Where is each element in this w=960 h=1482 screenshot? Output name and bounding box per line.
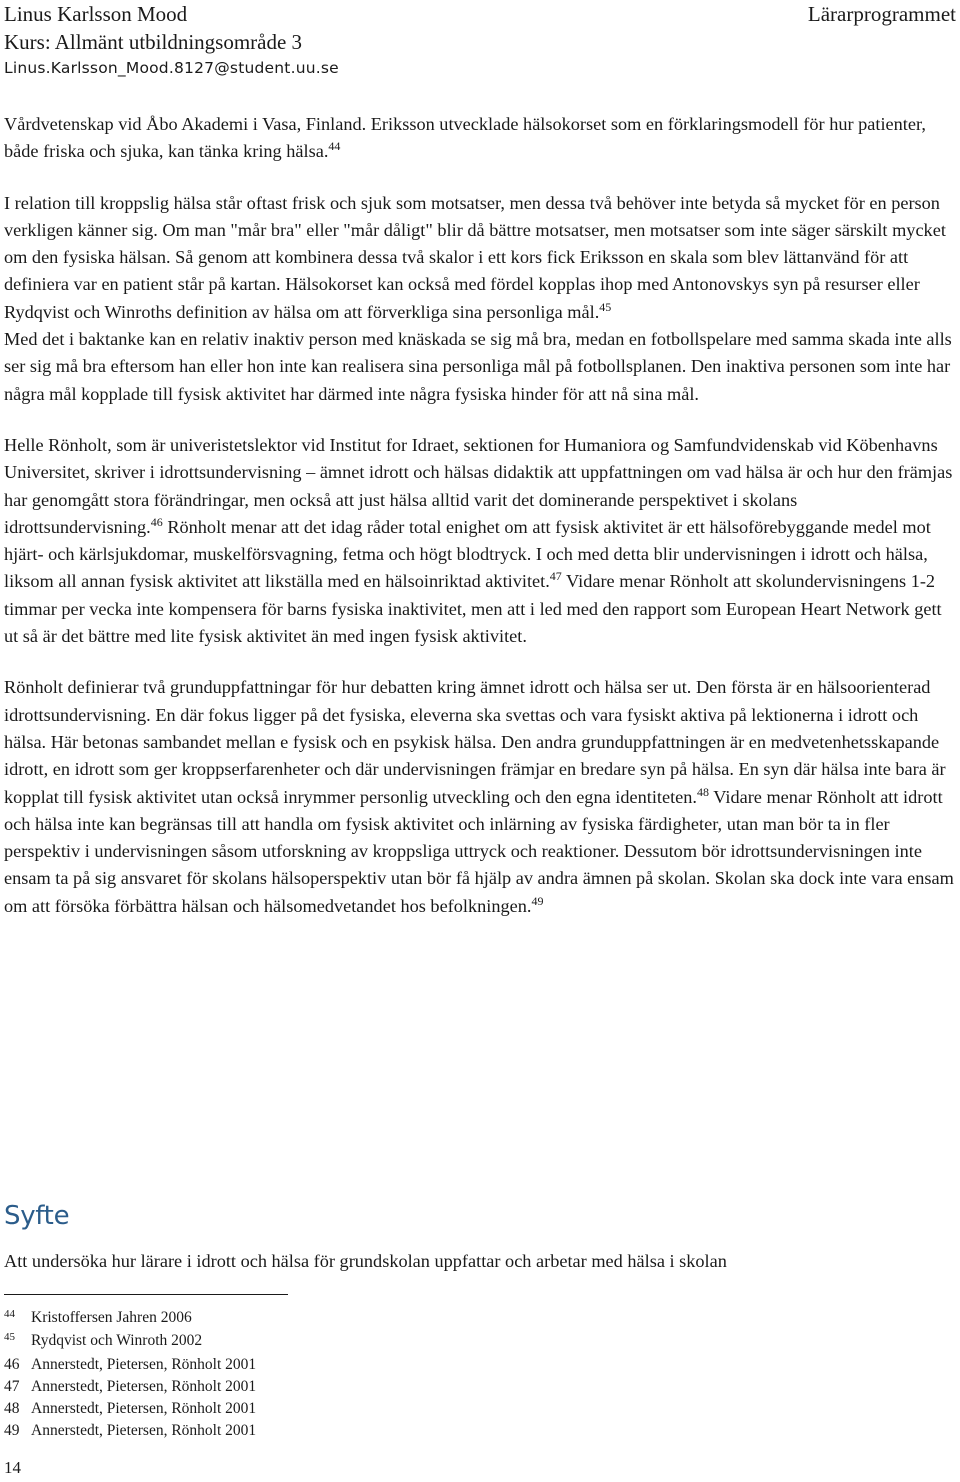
footnote-reference: 46 bbox=[150, 514, 163, 529]
footnote-text: Rydqvist och Winroth 2002 bbox=[31, 1332, 203, 1350]
footnote-number: 46 bbox=[4, 1355, 20, 1373]
footnote-text: Annerstedt, Pietersen, Rönholt 2001 bbox=[31, 1400, 257, 1418]
footnote-reference: 47 bbox=[549, 569, 562, 584]
paragraph bbox=[4, 674, 954, 920]
program-name: Lärarprogrammet bbox=[807, 2, 956, 26]
footnote-number: 49 bbox=[4, 1422, 20, 1440]
footnote bbox=[4, 1307, 256, 1330]
footnote bbox=[4, 1398, 256, 1420]
paragraph-text: Rönholt definierar två grunduppfattningar för hur debatten kring ämnet idrott och hälsa ser ut. Den första är en hälsoorienterad idrottsundervisning. En där fokus ligger på det fysiska, eleverna ska svettas och vara fysiskt aktiva på lektionerna i idrott och hälsa. Här betonas sambandet mellan e fysisk och en psykisk hälsa. Den andra grunduppfattningen är en medvetenhetsskapande idrott, en idrott som ger kroppserfarenheter och där undervisningen främjar en bredare syn på hälsa. En syn där hälsa inte bara är kopplat till fysisk aktivitet utan också inrymmer personlig utveckling och den egna identiteten. bbox=[4, 677, 946, 807]
paragraph-text: I relation till kroppslig hälsa står oftast frisk och sjuk som motsatser, men dessa två behöver inte betyda så mycket för en person verkligen känner sig. Om man "mår bra" eller "mår dåligt" blir då bättre motsatser, men motsatser som inte säger särskilt mycket om den fysiska hälsan. Så genom att kombinera dessa två skalor i ett kors fick Eriksson en skala som blev lättanvänd för att definiera var en patient står på kartan. Hälsokorset kan också med fördel kopplas ihop med Antonovskys syn på resurser eller Rydqvist och Winroths definition av hälsa om att förverkliga sina personliga mål. bbox=[4, 192, 946, 322]
paragraph-text: Vidare menar Rönholt att skolundervisningens 1-2 timmar per vecka inte kompensera för barns fysiska inaktivitet, men att i led med den rapport som European Heart Network gett ut så är det bättre med lite fysisk aktivitet än med ingen fysisk aktivitet. bbox=[4, 571, 942, 647]
body-text bbox=[4, 111, 954, 920]
paragraph bbox=[4, 111, 954, 166]
footnote-reference: 45 bbox=[599, 299, 612, 314]
footnote-text: Annerstedt, Pietersen, Rönholt 2001 bbox=[31, 1355, 257, 1373]
paragraph bbox=[4, 432, 954, 650]
paragraph-text: Vidare menar Rönholt att idrott och hälsa inte kan begränsas till att handla om fysisk aktivitet och inlärning av fysiska färdigheter, utan man bör ta in fler perspektiv i undervisningen såsom utforskning av kroppsliga uttryck och reaktioner. Dessutom bör idrottsundervisningen inte ensam ta på sig ansvaret för skolans hälsoperspektiv utan bör få hjälp av andra ämnen på skolan. Skolan ska dock inte vara ensam om att försöka förbättra hälsan och hälsomedvetandet hos befolkningen. bbox=[4, 786, 954, 916]
footnote-reference: 48 bbox=[697, 784, 710, 799]
footnote-number: 48 bbox=[4, 1400, 20, 1418]
author-name: Linus Karlsson Mood bbox=[4, 2, 188, 26]
course-name: Kurs: Allmänt utbildningsområde 3 bbox=[4, 30, 303, 54]
paragraph-text: Rönholt menar att det idag råder total enighet om att fysisk aktivitet är ett hälsoförebyggande medel mot hjärt- och kärlsjukdomar, muskelförsvagning, fetma och högt blodtryck. I och med detta blir undervisningen i idrott och hälsa, liksom all annan fysisk aktivitet att likställa med en hälsoinriktad aktivitet. bbox=[4, 516, 931, 592]
footnote-list bbox=[4, 1307, 256, 1443]
section-heading: Syfte bbox=[4, 1201, 70, 1231]
footnote-text: Annerstedt, Pietersen, Rönholt 2001 bbox=[31, 1422, 257, 1440]
footnote-reference: 49 bbox=[531, 893, 544, 908]
purpose-text: Att undersöka hur lärare i idrott och hälsa för grundskolan uppfattar och arbetar med hälsa i skolan bbox=[4, 1251, 727, 1271]
page-header bbox=[4, 0, 956, 80]
footnote bbox=[4, 1330, 256, 1353]
footnote-reference: 44 bbox=[328, 139, 341, 154]
paragraph-text: Helle Rönholt, som är univeristetslektor vid Institut for Idraet, sektionen for Humaniora og Samfundvidenskab vid Köbenhavns Universitet, skriver i idrottsundervisning – ämnet idrott och hälsas didaktik att uppfattningen om vad hälsa är och hur den främjas har genomgått stora förändringar, men också att just hälsa alltid varit det dominerande perspektivet i skolans idrottsundervisning. bbox=[4, 434, 953, 537]
footnote-number: 45 bbox=[4, 1331, 15, 1344]
paragraph bbox=[4, 190, 954, 408]
footnote-text: Kristoffersen Jahren 2006 bbox=[31, 1309, 192, 1326]
footnote bbox=[4, 1420, 256, 1442]
footnote-number: 44 bbox=[4, 1308, 15, 1320]
footnote bbox=[4, 1376, 256, 1398]
page-number: 14 bbox=[4, 1458, 21, 1477]
paragraph-text: Med det i baktanke kan en relativ inaktiv person med knäskada se sig må bra, medan en fotbollspelare med samma skada inte alls ser sig må bra eftersom han eller hon inte kan realisera sina personliga mål på fotbollsplanen. Den inaktiva personen som inte har några mål kopplade till fysisk aktivitet har därmed inte några fysiska hinder för att nå sina mål. bbox=[4, 329, 952, 404]
footnote-number: 47 bbox=[4, 1377, 20, 1395]
author-email: Linus.Karlsson_Mood.8127@student.uu.se bbox=[4, 59, 339, 77]
footnote bbox=[4, 1354, 256, 1376]
footnote-divider bbox=[4, 1294, 288, 1295]
footnote-text: Annerstedt, Pietersen, Rönholt 2001 bbox=[31, 1377, 257, 1395]
paragraph-text: Vårdvetenskap vid Åbo Akademi i Vasa, Finland. Eriksson utvecklade hälsokorset som en förklaringsmodell för hur patienter, både friska och sjuka, kan tänka kring hälsa. bbox=[4, 114, 926, 162]
